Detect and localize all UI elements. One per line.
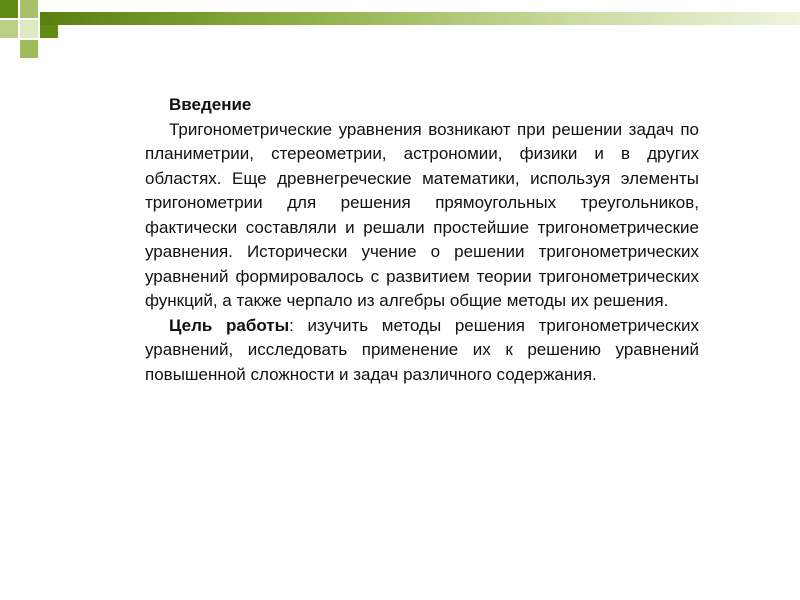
decor-square: [20, 20, 38, 38]
decor-square: [0, 0, 18, 18]
goal-separator: :: [289, 315, 294, 335]
slide-content: [145, 93, 699, 387]
slide-heading: Введение: [169, 95, 252, 114]
decor-square: [0, 20, 18, 38]
decor-square: [20, 0, 38, 18]
intro-paragraph: Тригонометрические уравнения возникают при решении задач по планиметрии, стереометрии, астрономии, физики и в других областях. Еще древнегреческие математики, используя элементы тригонометрии для решения прямоугольных треугольников, фактически составляли и решали простейшие тригонометрические уравнения. Исторически учение о решении тригонометрических уравнений формировалось с развитием теории тригонометрических функций, а также черпало из алгебры общие методы их решения.: [145, 119, 699, 310]
goal-paragraph: [145, 314, 699, 388]
goal-text: изучить методы решения тригонометрических уравнений, исследовать применение их к решению уравнений повышенной сложности и задач различного содержания.: [145, 315, 699, 384]
header-gradient-bar: [40, 12, 800, 25]
goal-label: Цель работы: [169, 315, 290, 335]
decor-square: [20, 40, 38, 58]
